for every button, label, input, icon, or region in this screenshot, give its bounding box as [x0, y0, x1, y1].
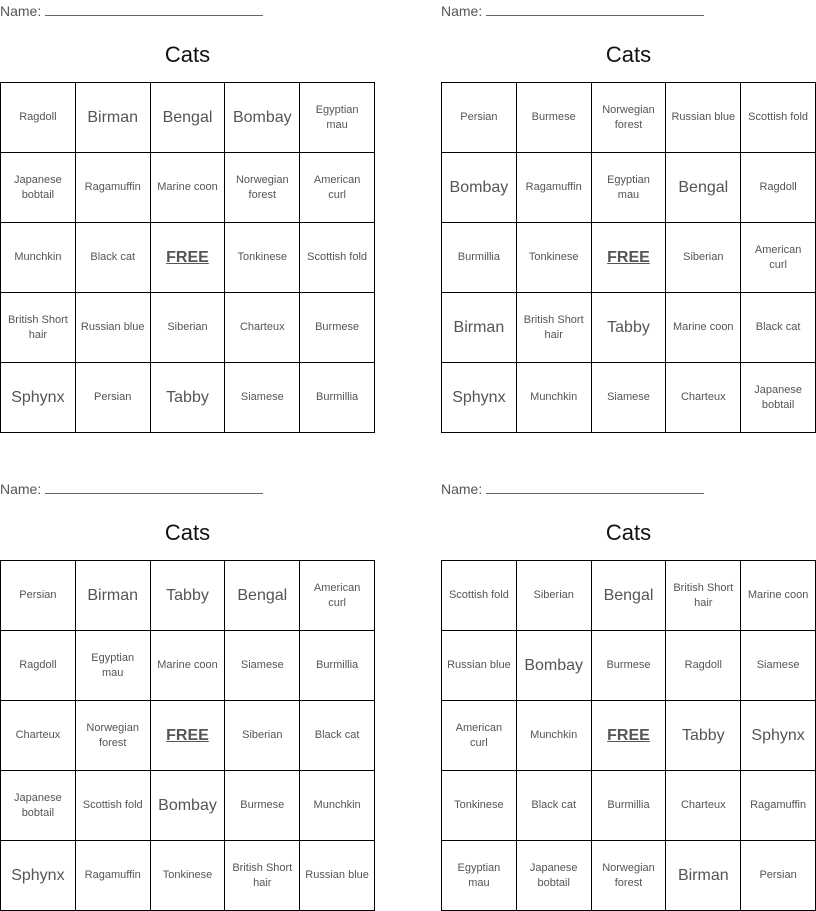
bingo-cell: Egyptian mau	[442, 841, 517, 911]
name-blank-line	[486, 480, 704, 494]
bingo-cell: Scottish fold	[300, 223, 375, 293]
card-title: Cats	[605, 520, 652, 545]
bingo-cell: Munchkin	[516, 701, 591, 771]
bingo-cell: Tonkinese	[516, 223, 591, 293]
bingo-cell: Sphynx	[741, 701, 816, 771]
bingo-cell: Bengal	[591, 561, 666, 631]
name-label: Name:	[441, 481, 483, 497]
bingo-cell: Norwegian forest	[591, 841, 666, 911]
bingo-cell: Sphynx	[1, 363, 76, 433]
bingo-cell: Siberian	[150, 293, 225, 363]
bingo-cell: Siberian	[225, 701, 300, 771]
name-field	[0, 2, 263, 19]
bingo-cell: Norwegian forest	[225, 153, 300, 223]
bingo-cell: Charteux	[225, 293, 300, 363]
bingo-cell: Russian blue	[75, 293, 150, 363]
bingo-cell: Ragamuffin	[75, 153, 150, 223]
bingo-cell: Ragdoll	[741, 153, 816, 223]
bingo-cell: American curl	[300, 561, 375, 631]
bingo-cell: Tabby	[666, 701, 741, 771]
bingo-cell: Birman	[442, 293, 517, 363]
grid-row	[442, 841, 816, 911]
bingo-card-2	[441, 0, 816, 433]
grid-row	[1, 363, 375, 433]
grid-row	[442, 771, 816, 841]
bingo-cell: British Short hair	[1, 293, 76, 363]
bingo-cell: Tonkinese	[442, 771, 517, 841]
bingo-cell: Charteux	[666, 363, 741, 433]
bingo-cell: Tonkinese	[150, 841, 225, 911]
bingo-cell: Burmese	[225, 771, 300, 841]
bingo-cell: Ragamuffin	[741, 771, 816, 841]
bingo-cell: Black cat	[300, 701, 375, 771]
bingo-cell: Ragdoll	[1, 631, 76, 701]
bingo-card-4	[441, 478, 816, 911]
bingo-cell: Bombay	[516, 631, 591, 701]
bingo-cell: Marine coon	[741, 561, 816, 631]
bingo-cell: Siamese	[225, 631, 300, 701]
name-label: Name:	[0, 481, 42, 497]
grid-row	[442, 83, 816, 153]
bingo-cell: Egyptian mau	[75, 631, 150, 701]
bingo-cell: Japanese bobtail	[1, 771, 76, 841]
bingo-cell: Charteux	[1, 701, 76, 771]
bingo-cell: Siamese	[741, 631, 816, 701]
grid-row	[1, 83, 375, 153]
grid-row	[1, 631, 375, 701]
bingo-cell: Persian	[741, 841, 816, 911]
grid-row	[442, 293, 816, 363]
bingo-cell: Burmese	[516, 83, 591, 153]
grid-row	[442, 153, 816, 223]
grid-row	[442, 561, 816, 631]
grid-row	[1, 701, 375, 771]
bingo-cell: Birman	[75, 83, 150, 153]
bingo-grid	[441, 560, 816, 911]
bingo-cell: Charteux	[666, 771, 741, 841]
bingo-cell: Persian	[1, 561, 76, 631]
bingo-cell: Siberian	[516, 561, 591, 631]
bingo-cell: Bengal	[666, 153, 741, 223]
bingo-cell: Egyptian mau	[300, 83, 375, 153]
bingo-cell: Japanese bobtail	[516, 841, 591, 911]
name-label: Name:	[441, 3, 483, 19]
bingo-cell: Egyptian mau	[591, 153, 666, 223]
bingo-cell: Black cat	[741, 293, 816, 363]
name-blank-line	[486, 2, 704, 16]
name-blank-line	[45, 2, 263, 16]
bingo-cell: Burmillia	[300, 363, 375, 433]
bingo-cell: Marine coon	[150, 631, 225, 701]
name-field	[0, 480, 263, 497]
bingo-cell: Scottish fold	[442, 561, 517, 631]
bingo-cell: Scottish fold	[741, 83, 816, 153]
grid-row	[442, 631, 816, 701]
bingo-cell: Norwegian forest	[591, 83, 666, 153]
grid-row	[1, 841, 375, 911]
bingo-cell: Tabby	[150, 561, 225, 631]
bingo-cell: Persian	[442, 83, 517, 153]
card-title: Cats	[605, 42, 652, 67]
bingo-cell: Munchkin	[516, 363, 591, 433]
bingo-cell: Tonkinese	[225, 223, 300, 293]
bingo-cell: Munchkin	[1, 223, 76, 293]
bingo-cell: Sphynx	[442, 363, 517, 433]
grid-row	[442, 701, 816, 771]
bingo-cell: Russian blue	[442, 631, 517, 701]
free-space-cell: FREE	[591, 223, 666, 293]
free-space-cell: FREE	[150, 223, 225, 293]
bingo-grid	[441, 82, 816, 433]
bingo-card-3	[0, 478, 375, 911]
name-field	[441, 480, 704, 497]
free-space-cell: FREE	[591, 701, 666, 771]
grid-row	[442, 363, 816, 433]
bingo-cell: Ragamuffin	[75, 841, 150, 911]
bingo-cell: Marine coon	[666, 293, 741, 363]
bingo-card-1	[0, 0, 375, 433]
bingo-cell: American curl	[442, 701, 517, 771]
bingo-cell: Burmillia	[300, 631, 375, 701]
card-title: Cats	[164, 520, 211, 545]
bingo-cell: Persian	[75, 363, 150, 433]
bingo-cell: British Short hair	[225, 841, 300, 911]
bingo-cell: Burmillia	[591, 771, 666, 841]
bingo-cell: Ragdoll	[1, 83, 76, 153]
name-blank-line	[45, 480, 263, 494]
bingo-cell: Black cat	[516, 771, 591, 841]
grid-row	[442, 223, 816, 293]
bingo-cell: Birman	[75, 561, 150, 631]
bingo-cell: American curl	[300, 153, 375, 223]
bingo-cell: Bombay	[225, 83, 300, 153]
grid-row	[1, 223, 375, 293]
free-space-cell: FREE	[150, 701, 225, 771]
bingo-cell: Ragdoll	[666, 631, 741, 701]
bingo-cell: Tabby	[591, 293, 666, 363]
bingo-cell: Bengal	[225, 561, 300, 631]
bingo-cell: Japanese bobtail	[1, 153, 76, 223]
grid-row	[1, 153, 375, 223]
bingo-cell: American curl	[741, 223, 816, 293]
bingo-cell: British Short hair	[516, 293, 591, 363]
bingo-cell: Siamese	[225, 363, 300, 433]
bingo-cell: Birman	[666, 841, 741, 911]
bingo-cell: Tabby	[150, 363, 225, 433]
bingo-cell: Bombay	[442, 153, 517, 223]
bingo-cell: Marine coon	[150, 153, 225, 223]
bingo-cell: British Short hair	[666, 561, 741, 631]
bingo-cell: Sphynx	[1, 841, 76, 911]
card-title: Cats	[164, 42, 211, 67]
bingo-cell: Russian blue	[666, 83, 741, 153]
name-label: Name:	[0, 3, 42, 19]
bingo-cell: Burmese	[591, 631, 666, 701]
bingo-cell: Siamese	[591, 363, 666, 433]
bingo-cell: Bombay	[150, 771, 225, 841]
bingo-cell: Siberian	[666, 223, 741, 293]
bingo-cell: Bengal	[150, 83, 225, 153]
bingo-cell: Burmese	[300, 293, 375, 363]
bingo-cell: Burmillia	[442, 223, 517, 293]
grid-row	[1, 771, 375, 841]
bingo-cell: Norwegian forest	[75, 701, 150, 771]
bingo-cell: Scottish fold	[75, 771, 150, 841]
name-field	[441, 2, 704, 19]
grid-row	[1, 293, 375, 363]
bingo-grid	[0, 82, 375, 433]
bingo-cell: Russian blue	[300, 841, 375, 911]
bingo-cell: Ragamuffin	[516, 153, 591, 223]
grid-row	[1, 561, 375, 631]
bingo-grid	[0, 560, 375, 911]
bingo-cell: Black cat	[75, 223, 150, 293]
bingo-cell: Munchkin	[300, 771, 375, 841]
bingo-cell: Japanese bobtail	[741, 363, 816, 433]
